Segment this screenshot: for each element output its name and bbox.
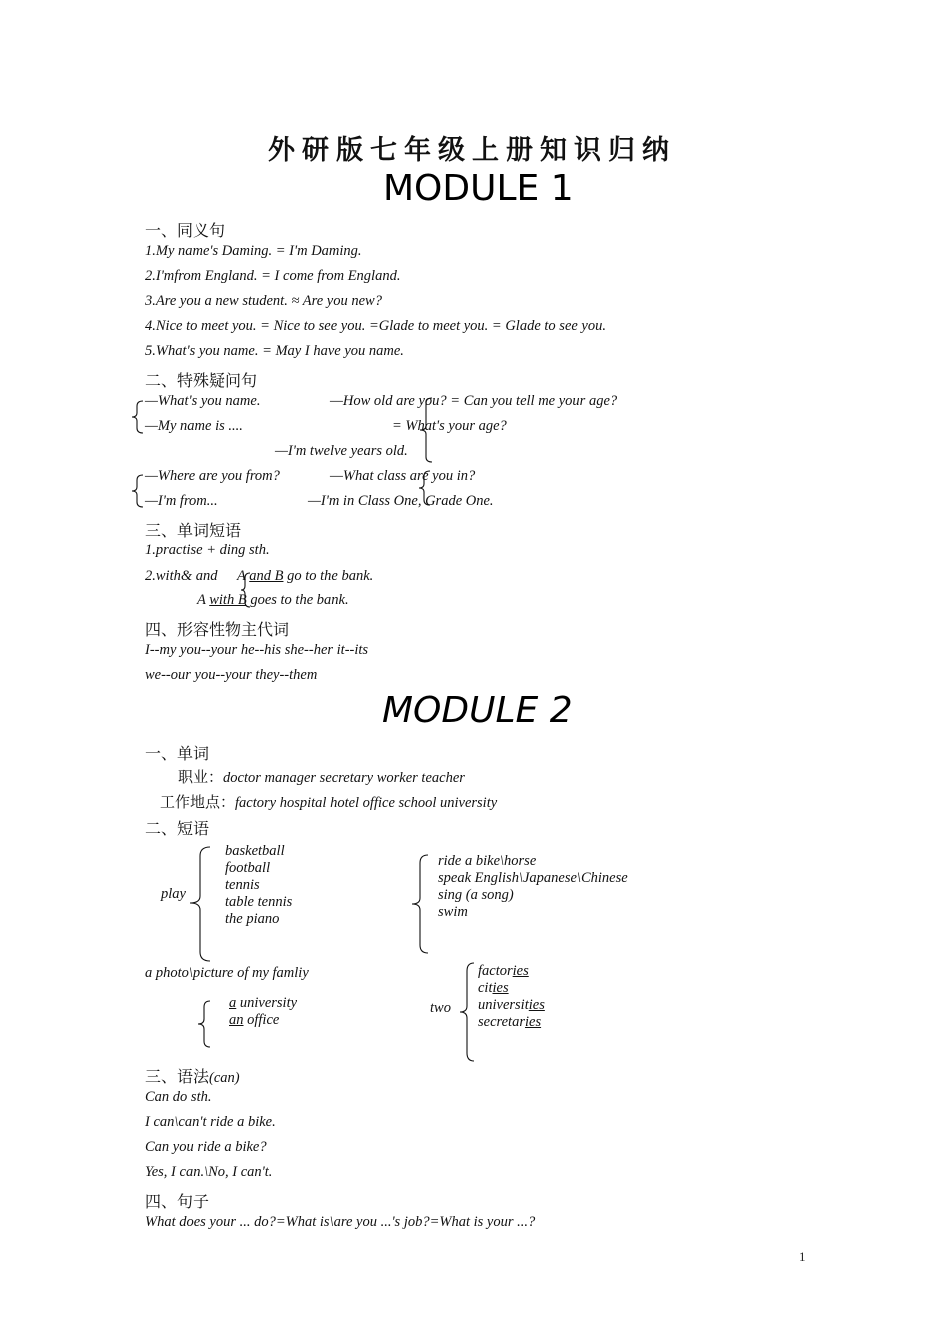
brace-3 (131, 474, 145, 508)
phrase-practise: 1.practise + ding sth. (145, 542, 270, 558)
wh-questions-heading: 二、特殊疑问句 (145, 371, 258, 390)
words-heading: 一、单词 (145, 744, 210, 763)
plural-item: universities (478, 997, 545, 1013)
question-age: —How old are you? = Can you tell me your age? (330, 393, 618, 409)
play-item: tennis (225, 877, 260, 893)
grammar-line-4: Yes, I can.\No, I can't. (145, 1164, 273, 1180)
grammar-heading: 三、语法(can) (145, 1067, 240, 1086)
possessive-adjectives-heading: 四、形容性物主代词 (145, 620, 290, 639)
sentences-heading: 四、句子 (145, 1192, 210, 1211)
question-from: —Where are you from? (145, 468, 280, 484)
words-phrases-heading: 三、单词短语 (145, 521, 242, 540)
synonym-line-4: 4.Nice to meet you. = Nice to see you. =Glade to meet you. = Glade to see you. (145, 318, 606, 334)
play-label: play (161, 886, 186, 902)
module-1-heading: MODULE 1 (383, 168, 574, 209)
phrase-with-and-label: 2.with& and (145, 568, 218, 584)
brace-articles (196, 1000, 212, 1048)
synonym-line-3: 3.Are you a new student. ≈ Are you new? (145, 293, 382, 309)
phrase-with-example: A with B goes to the bank. (197, 592, 349, 608)
document-title: 外研版七年级上册知识归纳 (268, 135, 676, 166)
article-item: a university (229, 995, 298, 1011)
verb-phrase-item: ride a bike\horse (438, 853, 537, 869)
plural-item: factories (478, 963, 529, 979)
play-item: football (225, 860, 271, 876)
verb-phrase-item: swim (438, 904, 468, 920)
question-name: —What's you name. (145, 393, 261, 409)
synonym-line-2: 2.I'mfrom England. = I come from England. (145, 268, 401, 284)
plural-item: secretaries (478, 1014, 542, 1030)
two-label: two (430, 1000, 451, 1016)
question-age-alt: = What's your age? (392, 418, 507, 434)
play-item: the piano (225, 911, 280, 927)
page-number: 1 (799, 1249, 806, 1264)
module-2-heading: MODULE 2 (382, 690, 573, 731)
brace-plurals (458, 962, 476, 1062)
plural-item: cities (478, 980, 509, 996)
sentence-job: What does your ... do?=What is\are you ...'s job?=What is your ...? (145, 1214, 536, 1230)
plurals-list (478, 963, 545, 1031)
play-item: basketball (225, 843, 285, 859)
answer-age: —I'm twelve years old. (275, 443, 408, 459)
question-class: —What class are you in? (330, 468, 476, 484)
phrase-and-example: A and B go to the bank. (237, 568, 374, 584)
answer-name: —My name is .... (145, 418, 243, 434)
phrases-heading: 二、短语 (145, 819, 210, 838)
play-item: table tennis (225, 894, 293, 910)
synonym-sentences-heading: 一、同义句 (145, 221, 226, 240)
verb-phrases-list (438, 853, 628, 921)
brace-play (188, 846, 212, 962)
photo-phrase: a photo\picture of my famliy (145, 965, 309, 981)
answer-from: —I'm from... (145, 493, 218, 509)
brace-2 (418, 397, 434, 463)
article-item: an office (229, 1012, 280, 1028)
answer-class: —I'm in Class One, Grade One. (308, 493, 494, 509)
grammar-line-2: I can\can't ride a bike. (145, 1114, 276, 1130)
grammar-line-3: Can you ride a bike? (145, 1139, 267, 1155)
articles-list (229, 995, 297, 1029)
verb-phrase-item: sing (a song) (438, 887, 514, 903)
play-list (225, 843, 292, 928)
workplaces-line: 工作地点：factory hospital hotel office school university (160, 793, 498, 811)
possessive-line-1: I--my you--your he--his she--her it--its (145, 642, 369, 658)
brace-verbs (410, 854, 430, 954)
synonym-line-1: 1.My name's Daming. = I'm Daming. (145, 243, 362, 259)
synonym-line-5: 5.What's you name. = May I have you name. (145, 343, 404, 359)
brace-1 (131, 400, 145, 434)
verb-phrase-item: speak English\Japanese\Chinese (438, 870, 628, 886)
possessive-line-2: we--our you--your they--them (145, 667, 318, 683)
jobs-line: 职业：doctor manager secretary worker teacher (178, 768, 465, 786)
grammar-line-1: Can do sth. (145, 1089, 212, 1105)
